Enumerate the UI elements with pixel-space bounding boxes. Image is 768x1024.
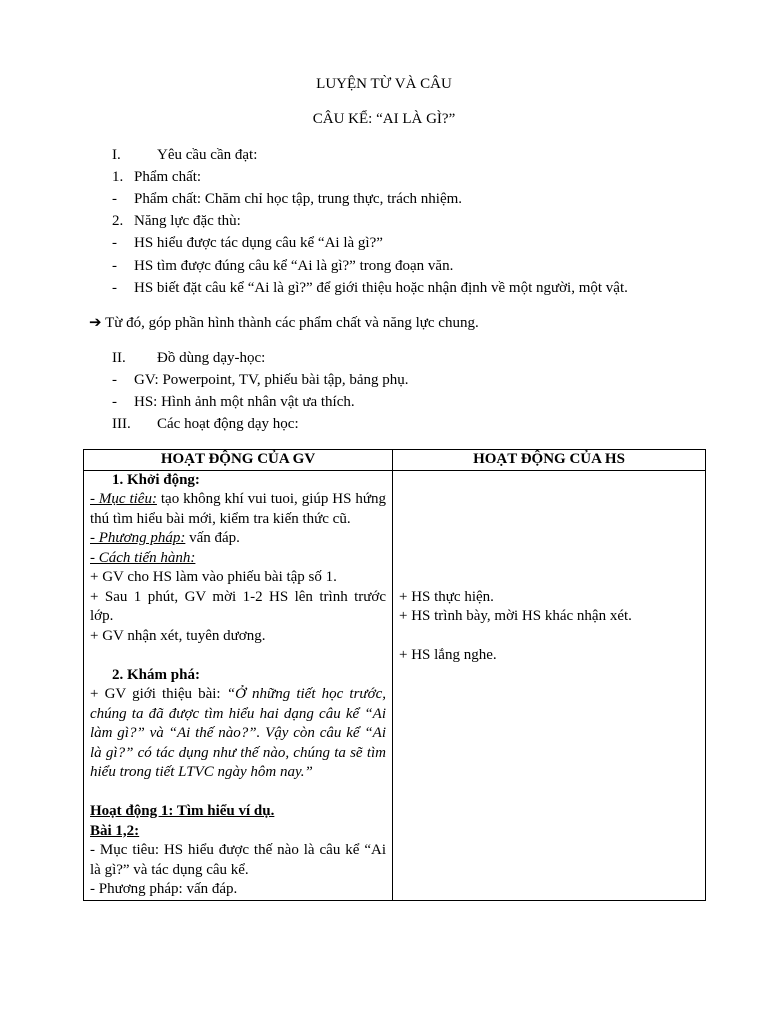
activity-goal: - Mục tiêu: HS hiểu được thế nào là câu kể “Ai là gì?” và tác dụng câu kể. bbox=[90, 842, 386, 878]
item-text: HS biết đặt câu kể “Ai là gì?” để giới thiệu hoặc nhận định về một người, một vật. bbox=[134, 280, 628, 296]
item-marker: - bbox=[112, 258, 117, 274]
intro-quote: “Ở những tiết học trước, chúng ta đã được tìm hiểu hai dạng câu kể “Ai làm gì?” và “Ai thế nào?”. Vậy còn câu kể “Ai là gì?” có tác dụng như thế nào, chúng ta sẽ tìm hiểu trong tiết LTVC ngày hôm nay.” bbox=[90, 686, 387, 780]
arrow-icon: ➔ bbox=[89, 315, 102, 331]
document-subtitle: CÂU KỂ: “AI LÀ GÌ?” bbox=[312, 111, 456, 127]
goal-label: - Mục tiêu: bbox=[90, 491, 157, 507]
method-paragraph bbox=[90, 529, 386, 549]
spacer bbox=[90, 646, 386, 666]
section2-heading: Đồ dùng dạy-học: bbox=[157, 350, 266, 366]
step-2: + Sau 1 phút, GV mời 1-2 HS lên trình trước lớp. bbox=[90, 588, 386, 624]
step-3: + GV nhận xét, tuyên dương. bbox=[90, 627, 266, 644]
item-marker: - bbox=[112, 280, 117, 296]
intro-paragraph bbox=[90, 685, 386, 783]
item-marker: - bbox=[112, 191, 117, 207]
header-teacher-activities: HOẠT ĐỘNG CỦA GV bbox=[84, 450, 393, 471]
goal-text: tạo không khí vui tuoi, giúp HS hứng thú tìm hiểu bài mới, kiểm tra kiến thức cũ. bbox=[90, 491, 386, 527]
item-text: Phẩm chất: bbox=[134, 169, 202, 185]
activities-table bbox=[83, 449, 706, 901]
item-text: GV: Powerpoint, TV, phiếu bài tập, bảng phụ. bbox=[134, 372, 409, 388]
document-title: LUYỆN TỪ VÀ CÂU bbox=[316, 76, 452, 92]
item-marker: 1. bbox=[112, 169, 124, 185]
item-text: HS hiểu được tác dụng câu kể “Ai là gì?” bbox=[134, 235, 383, 251]
student-response-1: + HS thực hiện. bbox=[399, 588, 494, 605]
conclusion-text: Từ đó, góp phần hình thành các phẩm chất và năng lực chung. bbox=[105, 315, 479, 331]
table-row bbox=[84, 470, 706, 900]
spacer bbox=[90, 783, 386, 803]
explore-heading: 2. Khám phá: bbox=[112, 666, 200, 683]
section3-marker: III. bbox=[112, 416, 131, 432]
item-marker: - bbox=[112, 235, 117, 251]
exercise-heading: Bài 1,2: bbox=[90, 822, 140, 839]
method-text: vấn đáp. bbox=[185, 530, 240, 546]
item-marker: - bbox=[112, 372, 117, 388]
section3-heading: Các hoạt động dạy học: bbox=[157, 416, 299, 432]
item-marker: - bbox=[112, 394, 117, 410]
student-response-2: + HS trình bày, mời HS khác nhận xét. bbox=[399, 608, 632, 624]
section1-heading: Yêu cầu cần đạt: bbox=[157, 147, 258, 163]
activity-1-heading: Hoạt động 1: Tìm hiểu ví dụ. bbox=[90, 803, 275, 819]
student-activities-cell bbox=[393, 470, 706, 900]
item-text: Năng lực đặc thù: bbox=[134, 213, 241, 229]
student-response-3: + HS lắng nghe. bbox=[399, 647, 497, 663]
procedure-label: - Cách tiến hành: bbox=[90, 549, 196, 566]
activity-method: - Phương pháp: vấn đáp. bbox=[90, 881, 238, 897]
item-marker: 2. bbox=[112, 213, 124, 229]
section2-marker: II. bbox=[112, 350, 126, 366]
goal-paragraph bbox=[90, 490, 386, 529]
item-text: HS: Hình ảnh một nhân vật ưa thích. bbox=[134, 394, 355, 410]
method-label: - Phương pháp: bbox=[90, 530, 186, 546]
warmup-heading: 1. Khởi động: bbox=[112, 471, 200, 488]
intro-label: + GV giới thiệu bài: bbox=[90, 686, 227, 702]
table-header-row bbox=[84, 450, 706, 471]
teacher-activities-cell bbox=[84, 470, 393, 900]
header-student-activities: HOẠT ĐỘNG CỦA HS bbox=[393, 450, 706, 471]
step-1: + GV cho HS làm vào phiếu bài tập số 1. bbox=[90, 569, 337, 585]
item-text: HS tìm được đúng câu kể “Ai là gì?” trong đoạn văn. bbox=[134, 258, 454, 274]
section1-marker: I. bbox=[112, 147, 121, 163]
conclusion-line bbox=[89, 313, 479, 333]
item-text: Phẩm chất: Chăm chỉ học tập, trung thực, trách nhiệm. bbox=[134, 191, 463, 207]
